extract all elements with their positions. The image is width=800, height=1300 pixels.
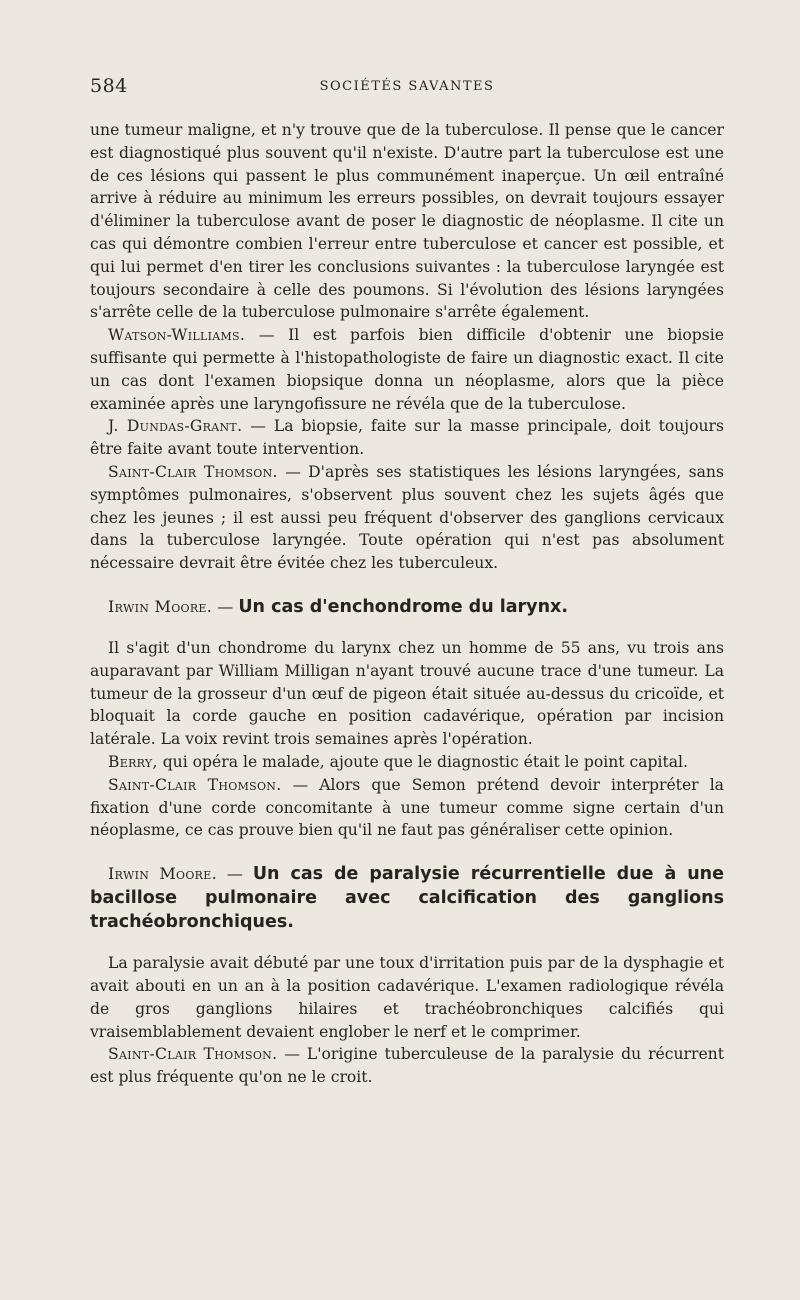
speaker-name: J. Dundas-Grant. (108, 417, 243, 436)
section-heading (90, 595, 724, 619)
speaker-remark: — L'origine tuberculeuse de la paralysie du récurrent est plus fréquente qu'on ne le croit. (90, 1045, 724, 1087)
speaker-name: Saint-Clair Thomson. (108, 1045, 278, 1064)
article-title: Un cas de paralysie récurrentielle due à une bacillose pulmonaire avec calcification des ganglions trachéobronchiques. (90, 864, 724, 933)
speaker-name: Saint-Clair Thomson. (108, 462, 278, 481)
speaker-remark: — Alors que Semon prétend devoir interpréter la fixation d'une corde concomitante à une tumeur comme signe certain d'un néoplasme, ce cas prouve bien qu'il ne faut pas généraliser cette opinion. (90, 775, 724, 840)
article-section (90, 595, 724, 842)
page-number: 584 (90, 75, 128, 97)
article-body: Il s'agit d'un chondrome du larynx chez un homme de 55 ans, vu trois ans auparavant par William Milligan n'ayant trouvé aucune trace d'une tumeur. La tumeur de la grosseur d'un œuf de pigeon était située au-dessus du cricoïde, et bloquait la corde gauche en position cadavérique, opération par incision latérale. La voix revint trois semaines après l'opération. (90, 638, 724, 749)
section-author: Irwin Moore. (108, 864, 217, 884)
speaker-remark: — La biopsie, faite sur la masse principale, doit toujours être faite avant toute intervention. (90, 417, 724, 459)
section-author: Irwin Moore. (108, 596, 213, 616)
discussion-paragraph (90, 1043, 724, 1089)
heading-dash: — (212, 596, 239, 616)
running-head (90, 75, 724, 105)
article-section (90, 862, 724, 1089)
section-heading (90, 862, 724, 934)
speaker-remark: — Il est parfois bien difficile d'obtenir une biopsie suffisante qui permette à l'histopathologiste de faire un diagnostic exact. Il cite un cas dont l'examen biopsique donna un néoplasme, alors que la pièce examinée après une laryngofissure ne révéla que de la tuberculose. (90, 326, 724, 413)
speaker-remark: — D'après ses statistiques les lésions laryngées, sans symptômes pulmonaires, s'observent plus souvent chez les sujets âgés que chez les jeunes ; il est aussi peu fréquent d'observer des ganglions cervicaux dans la tuberculose laryngée. Toute opération qui n'est pas absolument nécessaire devrait être évitée chez les tuberculeux. (90, 462, 724, 573)
article-title: Un cas d'enchondrome du larynx. (238, 596, 568, 617)
intro-paragraph: une tumeur maligne, et n'y trouve que de la tuberculose. Il pense que le cancer est diagnostiqué plus souvent qu'il n'existe. D'autre part la tuberculose est une de ces lésions qui passent le plus communément inaperçue. Un œil entraîné arrive à réduire au minimum les erreurs possibles, on devrait toujours essayer d'éliminer la tuberculose avant de poser le diagnostic de néoplasme. Il cite un cas qui démontre combien l'erreur entre tuberculose et cancer est possible, et qui lui permet d'en tirer les conclusions suivantes : la tuberculose laryngée est toujours secondaire à celle des poumons. Si l'évolution des lésions laryngées s'arrête celle de la tuberculose pulmonaire s'arrête également. (90, 121, 724, 322)
discussion-paragraph (90, 774, 724, 842)
discussion-paragraph (90, 415, 724, 461)
discussion-paragraph (90, 751, 724, 774)
running-header-title: SOCIÉTÉS SAVANTES (319, 79, 495, 94)
discussion-paragraph (90, 324, 724, 415)
discussion-paragraph (90, 461, 724, 575)
speaker-name: Watson-Williams. (108, 326, 246, 345)
article-body: La paralysie avait débuté par une toux d'irritation puis par de la dysphagie et avait abouti en un an à la position cadavérique. L'examen radiologique révéla de gros ganglions hilaires et trachéobronchiques calcifiés qui vraisemblablement devaient englober le nerf et le comprimer. (90, 954, 724, 1041)
speaker-remark: qui opéra le malade, ajoute que le diagnostic était le point capital. (162, 752, 688, 771)
speaker-name: Berry, (108, 752, 158, 771)
heading-dash: — (216, 864, 253, 884)
speaker-name: Saint-Clair Thomson. (108, 775, 282, 794)
